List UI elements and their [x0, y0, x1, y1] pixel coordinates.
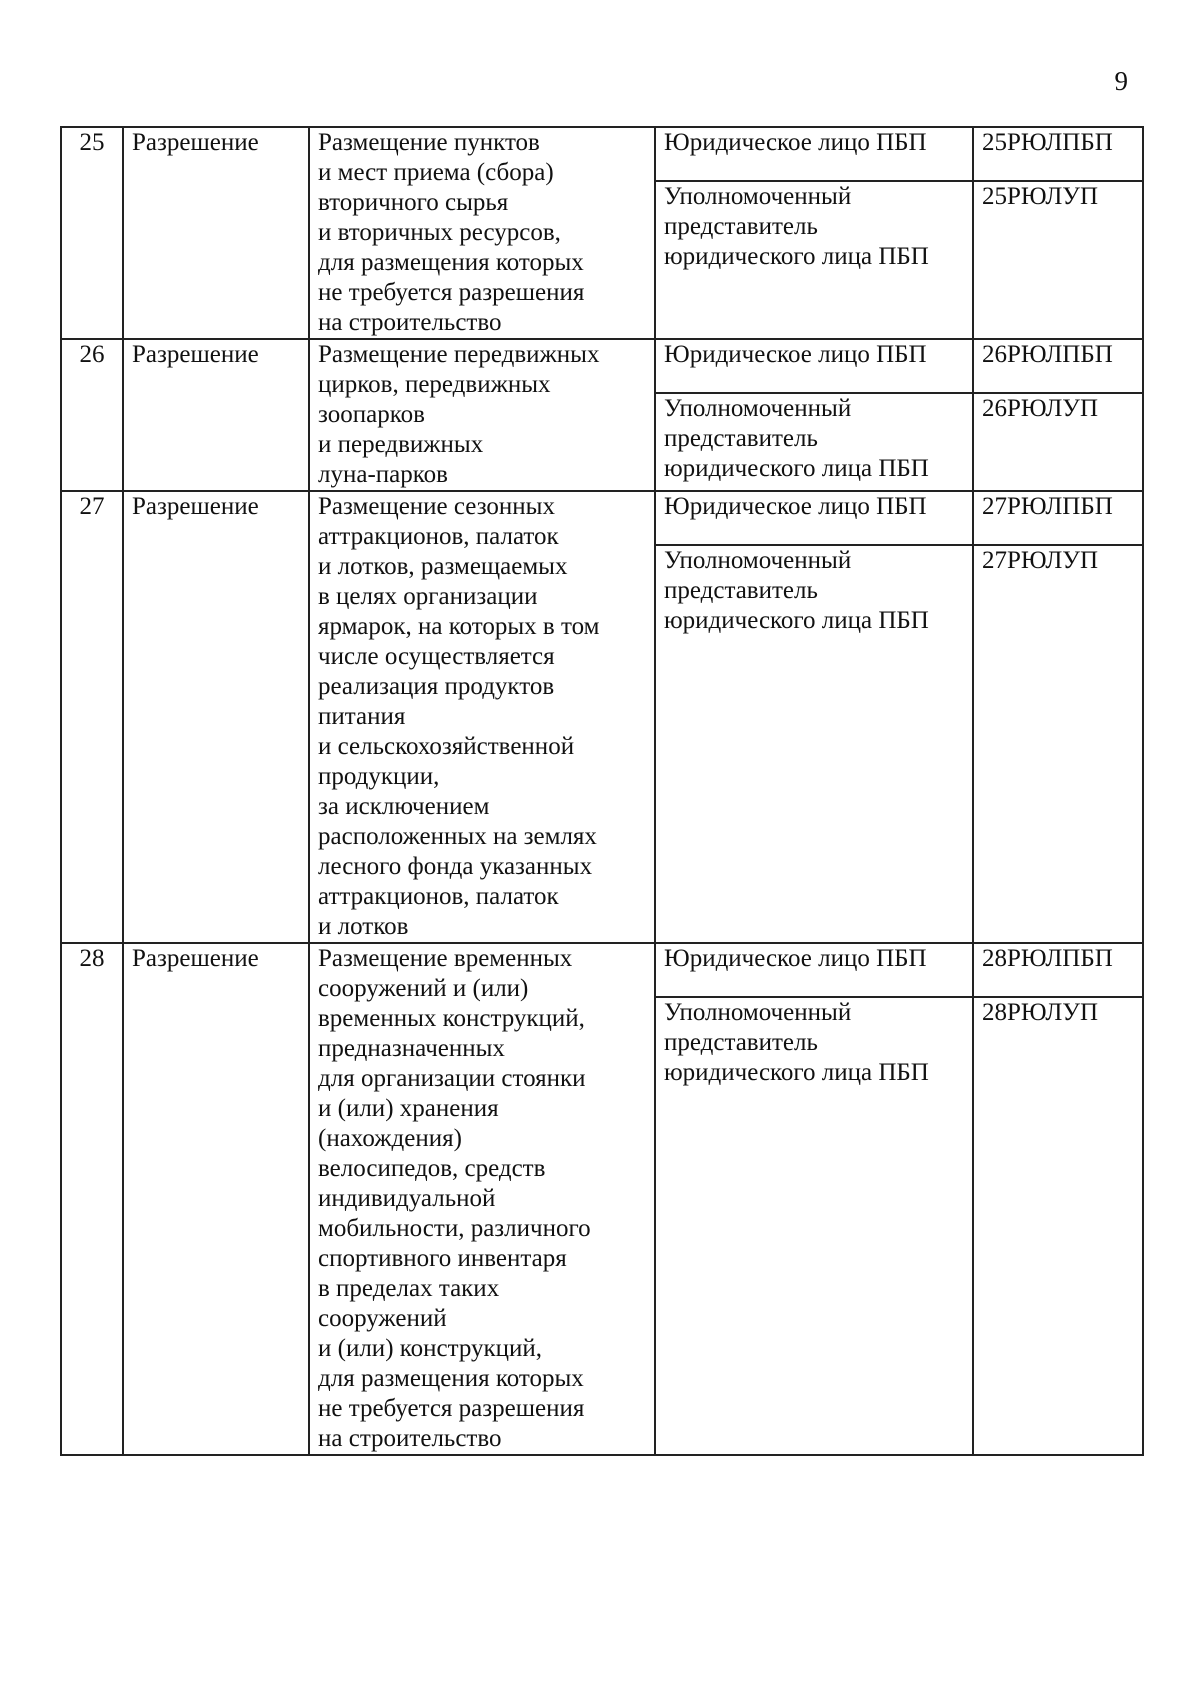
description-line: и лотков, размещаемых [318, 553, 568, 580]
applicant-line: Уполномоченный [664, 395, 852, 422]
description-line: и сельскохозяйственной [318, 733, 575, 760]
row-number-cell: 28 [61, 943, 123, 1455]
description-line: лесного фонда указанных [318, 853, 593, 880]
code-cell: 25РЮЛУП [973, 181, 1143, 339]
description-line: цирков, передвижных [318, 371, 551, 398]
applicant-line: представитель [664, 577, 818, 604]
code-cell: 28РЮЛПБП [973, 943, 1143, 997]
description-line: Размещение временных [318, 945, 573, 972]
table-row [61, 127, 1143, 181]
applicant-line: Уполномоченный [664, 183, 852, 210]
applicant-line: представитель [664, 213, 818, 240]
description-line: луна-парков [318, 461, 448, 488]
applicant-line: Уполномоченный [664, 547, 852, 574]
description-cell [309, 491, 655, 943]
description-line: ярмарок, на которых в том [318, 613, 600, 640]
description-line: на строительство [318, 1425, 502, 1452]
description-line: и (или) хранения [318, 1095, 499, 1122]
description-line: и передвижных [318, 431, 484, 458]
description-line: аттракционов, палаток [318, 523, 559, 550]
description-line: в пределах таких [318, 1275, 500, 1302]
applicant-line: юридического лица ПБП [664, 1059, 929, 1086]
applicant-cell [655, 491, 973, 545]
description-line: питания [318, 703, 406, 730]
applicant-cell [655, 393, 973, 491]
row-number-cell: 26 [61, 339, 123, 491]
description-line: индивидуальной [318, 1185, 496, 1212]
description-line: Размещение пунктов [318, 129, 540, 156]
applicant-line: юридического лица ПБП [664, 455, 929, 482]
description-line: мобильности, различного [318, 1215, 591, 1242]
code-cell: 25РЮЛПБП [973, 127, 1143, 181]
description-line: и лотков [318, 913, 409, 940]
document-type-cell: Разрешение [123, 127, 309, 339]
description-line: и вторичных ресурсов, [318, 219, 561, 246]
description-line: расположенных на землях [318, 823, 597, 850]
code-cell: 26РЮЛУП [973, 393, 1143, 491]
applicant-line: юридического лица ПБП [664, 243, 929, 270]
description-cell [309, 339, 655, 491]
applicant-cell [655, 339, 973, 393]
applicant-line: представитель [664, 1029, 818, 1056]
applicant-line: Уполномоченный [664, 999, 852, 1026]
description-line: (нахождения) [318, 1125, 462, 1152]
description-line: Размещение сезонных [318, 493, 555, 520]
description-line: сооружений [318, 1305, 447, 1332]
permits-table-body [61, 127, 1143, 1455]
description-line: за исключением [318, 793, 490, 820]
description-line: для размещения которых [318, 1365, 584, 1392]
description-line: для организации стоянки [318, 1065, 586, 1092]
table-row [61, 943, 1143, 997]
description-line: для размещения которых [318, 249, 584, 276]
applicant-cell [655, 181, 973, 339]
description-line: вторичного сырья [318, 189, 509, 216]
applicant-line: Юридическое лицо ПБП [664, 341, 927, 368]
document-type-cell: Разрешение [123, 943, 309, 1455]
applicant-cell [655, 997, 973, 1455]
description-line: аттракционов, палаток [318, 883, 559, 910]
description-line: и мест приема (сбора) [318, 159, 554, 186]
description-line: числе осуществляется [318, 643, 555, 670]
description-cell [309, 127, 655, 339]
description-line: реализация продуктов [318, 673, 555, 700]
page-number: 9 [1114, 66, 1128, 96]
code-cell: 26РЮЛПБП [973, 339, 1143, 393]
description-cell [309, 943, 655, 1455]
applicant-line: Юридическое лицо ПБП [664, 129, 927, 156]
applicant-line: Юридическое лицо ПБП [664, 945, 927, 972]
description-line: на строительство [318, 309, 502, 336]
applicant-line: юридического лица ПБП [664, 607, 929, 634]
description-line: спортивного инвентаря [318, 1245, 567, 1272]
applicant-cell [655, 545, 973, 943]
table-row [61, 339, 1143, 393]
applicant-cell [655, 127, 973, 181]
applicant-cell [655, 943, 973, 997]
description-line: в целях организации [318, 583, 538, 610]
table-row [61, 491, 1143, 545]
description-line: продукции, [318, 763, 440, 790]
description-line: не требуется разрешения [318, 279, 585, 306]
permits-table [60, 126, 1144, 1456]
description-line: велосипедов, средств [318, 1155, 546, 1182]
description-line: Размещение передвижных [318, 341, 600, 368]
applicant-line: представитель [664, 425, 818, 452]
document-type-cell: Разрешение [123, 339, 309, 491]
description-line: не требуется разрешения [318, 1395, 585, 1422]
row-number-cell: 27 [61, 491, 123, 943]
description-line: и (или) конструкций, [318, 1335, 543, 1362]
description-line: предназначенных [318, 1035, 505, 1062]
code-cell: 27РЮЛПБП [973, 491, 1143, 545]
applicant-line: Юридическое лицо ПБП [664, 493, 927, 520]
row-number-cell: 25 [61, 127, 123, 339]
description-line: сооружений и (или) [318, 975, 529, 1002]
description-line: зоопарков [318, 401, 425, 428]
code-cell: 28РЮЛУП [973, 997, 1143, 1455]
document-type-cell: Разрешение [123, 491, 309, 943]
code-cell: 27РЮЛУП [973, 545, 1143, 943]
description-line: временных конструкций, [318, 1005, 585, 1032]
